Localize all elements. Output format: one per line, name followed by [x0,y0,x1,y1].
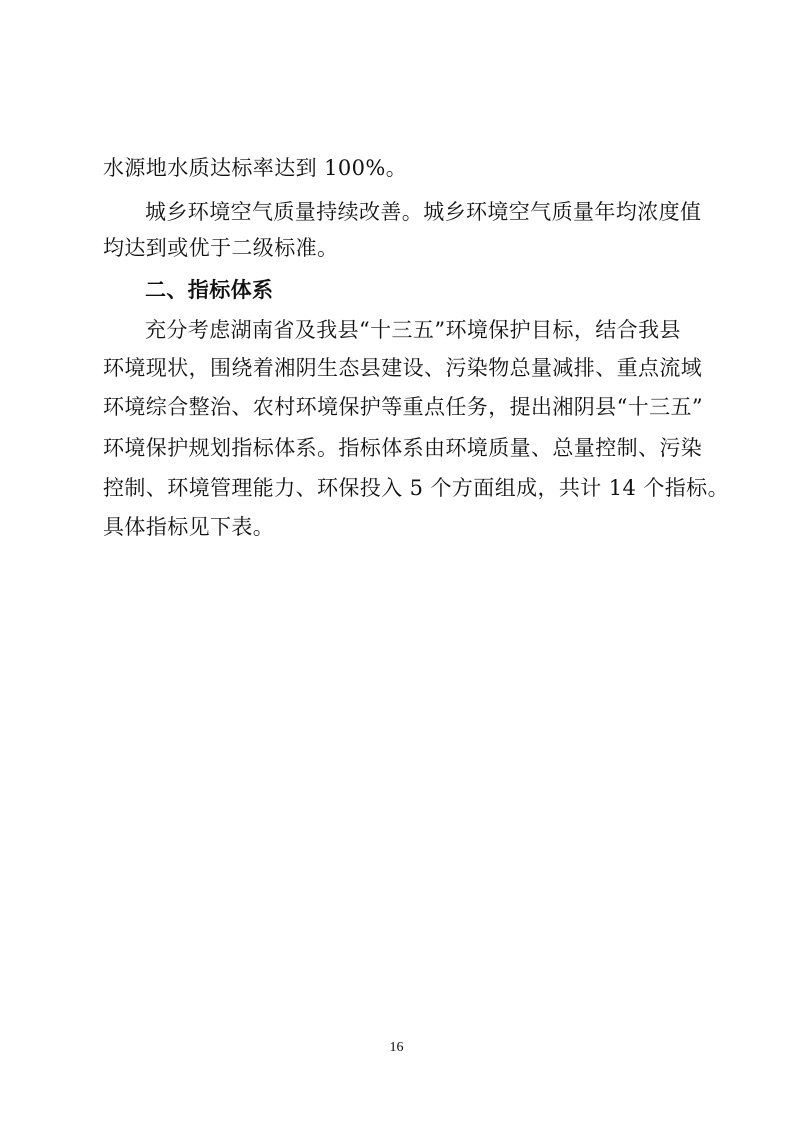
body-text-line: 均达到或优于二级标准。 [103,236,339,260]
body-text-line: 水源地水质达标率达到 100%。 [103,156,408,180]
body-text-line: 环境保护规划指标体系。指标体系由环境质量、总量控制、污染 [103,436,703,460]
body-text-line: 城乡环境空气质量持续改善。城乡环境空气质量年均浓度值 [145,200,702,224]
body-text-line: 环境现状，围绕着湘阴生态县建设、污染物总量减排、重点流域 [103,356,703,380]
body-text-line: 充分考虑湖南省及我县“十三五”环境保护目标，结合我县 [145,318,681,342]
body-text-line: 控制、环境管理能力、环保投入 5 个方面组成，共计 14 个指标。 [103,476,729,500]
body-text-line: 环境综合整治、农村环境保护等重点任务，提出湘阴县“十三五” [103,395,704,419]
body-text-line: 具体指标见下表。 [103,515,275,539]
section-heading: 二、指标体系 [145,278,274,302]
page-number: 16 [389,1040,404,1055]
